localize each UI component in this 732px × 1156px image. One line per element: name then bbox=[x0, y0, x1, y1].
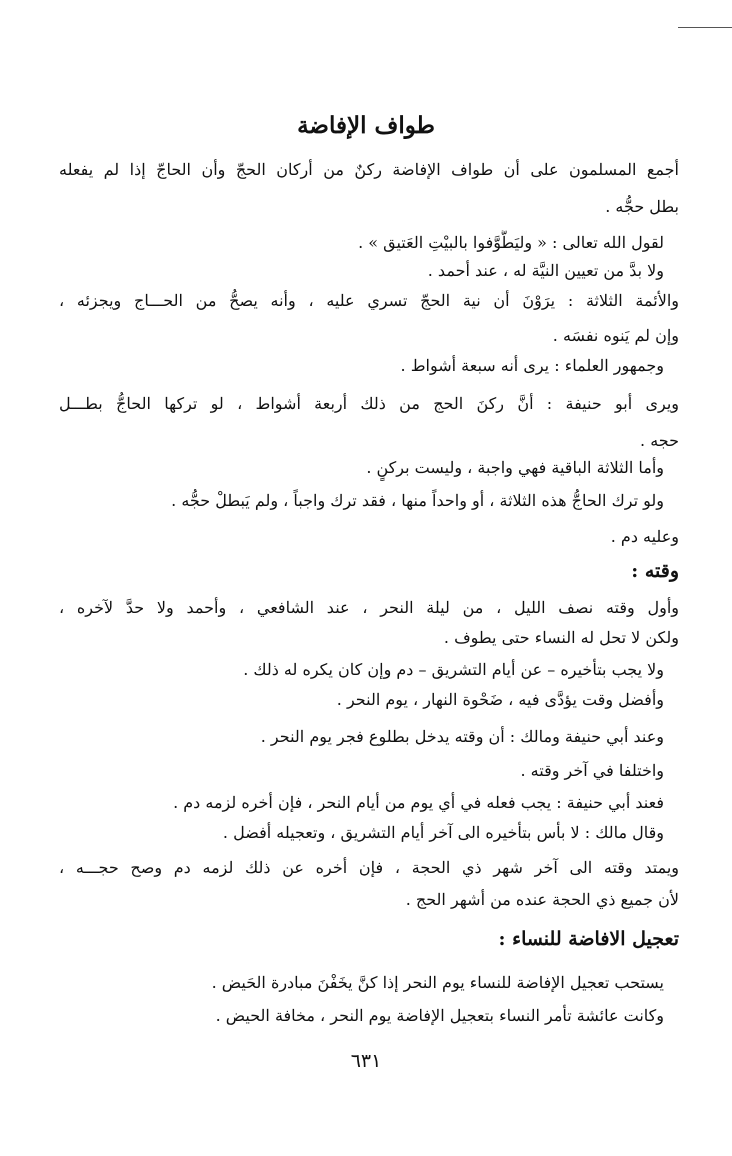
top-rule-divider bbox=[678, 27, 732, 28]
text-line: وعليه دم . bbox=[610, 527, 679, 546]
text-line: وكانت عائشة تأمر النساء بتعجيل الإفاضة يوم النحر ، مخافة الحيض . bbox=[215, 1006, 664, 1025]
chapter-title: طواف الإفاضة bbox=[297, 112, 435, 139]
text-line: ويرى أبو حنيفة : أنَّ ركنَ الحج من ذلك أربعة أشواط ، لو تركها الحاجُّ بطـــل bbox=[59, 394, 679, 413]
text-line: وأفضل وقت يؤدَّى فيه ، ضَحْوة النهار ، يوم النحر . bbox=[336, 690, 664, 709]
text-line: ولكن لا تحل له النساء حتى يطوف . bbox=[443, 628, 679, 647]
text-line: وإن لم يَنوه نفسَه . bbox=[552, 326, 679, 345]
text-line: ولا يجب بتأخيره – عن أيام التشريق – دم وإن كان يكره له ذلك . bbox=[243, 660, 664, 679]
text-line: وقال مالك : لا بأس بتأخيره الى آخر أيام التشريق ، وتعجيله أفضل . bbox=[222, 823, 664, 842]
text-line: واختلفا في آخر وقته . bbox=[520, 761, 664, 780]
text-line: بطل حجُّه . bbox=[605, 197, 679, 216]
text-line: لقول الله تعالى : « وليَطَّوَّفوا بالبيْتِ العَتيق » . bbox=[358, 233, 664, 252]
text-line: ولو ترك الحاجُّ هذه الثلاثة ، أو واحداً منها ، فقد ترك واجباً ، ولم يَبطلْ حجُّه . bbox=[171, 491, 664, 510]
text-line: أجمع المسلمون على أن طواف الإفاضة ركنٌ من أركان الحجّ وأن الحاجّ إذا لم يفعله bbox=[59, 160, 679, 179]
text-line: فعند أبي حنيفة : يجب فعله في أي يوم من أيام النحر ، فإن أخره لزمه دم . bbox=[173, 793, 664, 812]
text-line: وأما الثلاثة الباقية فهي واجبة ، وليست بركنٍ . bbox=[366, 458, 664, 477]
text-line: وجمهور العلماء : يرى أنه سبعة أشواط . bbox=[400, 356, 664, 375]
text-line: لأن جميع ذي الحجة عنده من أشهر الحج . bbox=[405, 890, 679, 909]
text-line: وأول وقته نصف الليل ، من ليلة النحر ، عند الشافعي ، وأحمد ولا حدَّ لآخره ، bbox=[59, 598, 679, 617]
section-heading-time: وقته : bbox=[631, 560, 679, 582]
text-line: ويمتد وقته الى آخر شهر ذي الحجة ، فإن أخره عن ذلك لزمه دم وصح حجـــه ، bbox=[59, 858, 679, 877]
text-line: حجه . bbox=[640, 431, 679, 450]
text-line: ولا بدَّ من تعيين النيَّة له ، عند أحمد . bbox=[427, 261, 664, 280]
text-line: وعند أبي حنيفة ومالك : أن وقته يدخل بطلوع فجر يوم النحر . bbox=[260, 727, 664, 746]
text-line: والأئمة الثلاثة : يرَوْنَ أن نية الحجّ تسري عليه ، وأنه يصحُّ من الحـــاج ويجزئه ، bbox=[59, 291, 679, 310]
section-heading-women: تعجيل الافاضة للنساء : bbox=[498, 928, 679, 950]
page-number: ٦٣١ bbox=[350, 1050, 382, 1072]
text-line: يستحب تعجيل الإفاضة للنساء يوم النحر إذا كنَّ يخَفْنَ مبادرة الحَيض . bbox=[211, 973, 664, 992]
